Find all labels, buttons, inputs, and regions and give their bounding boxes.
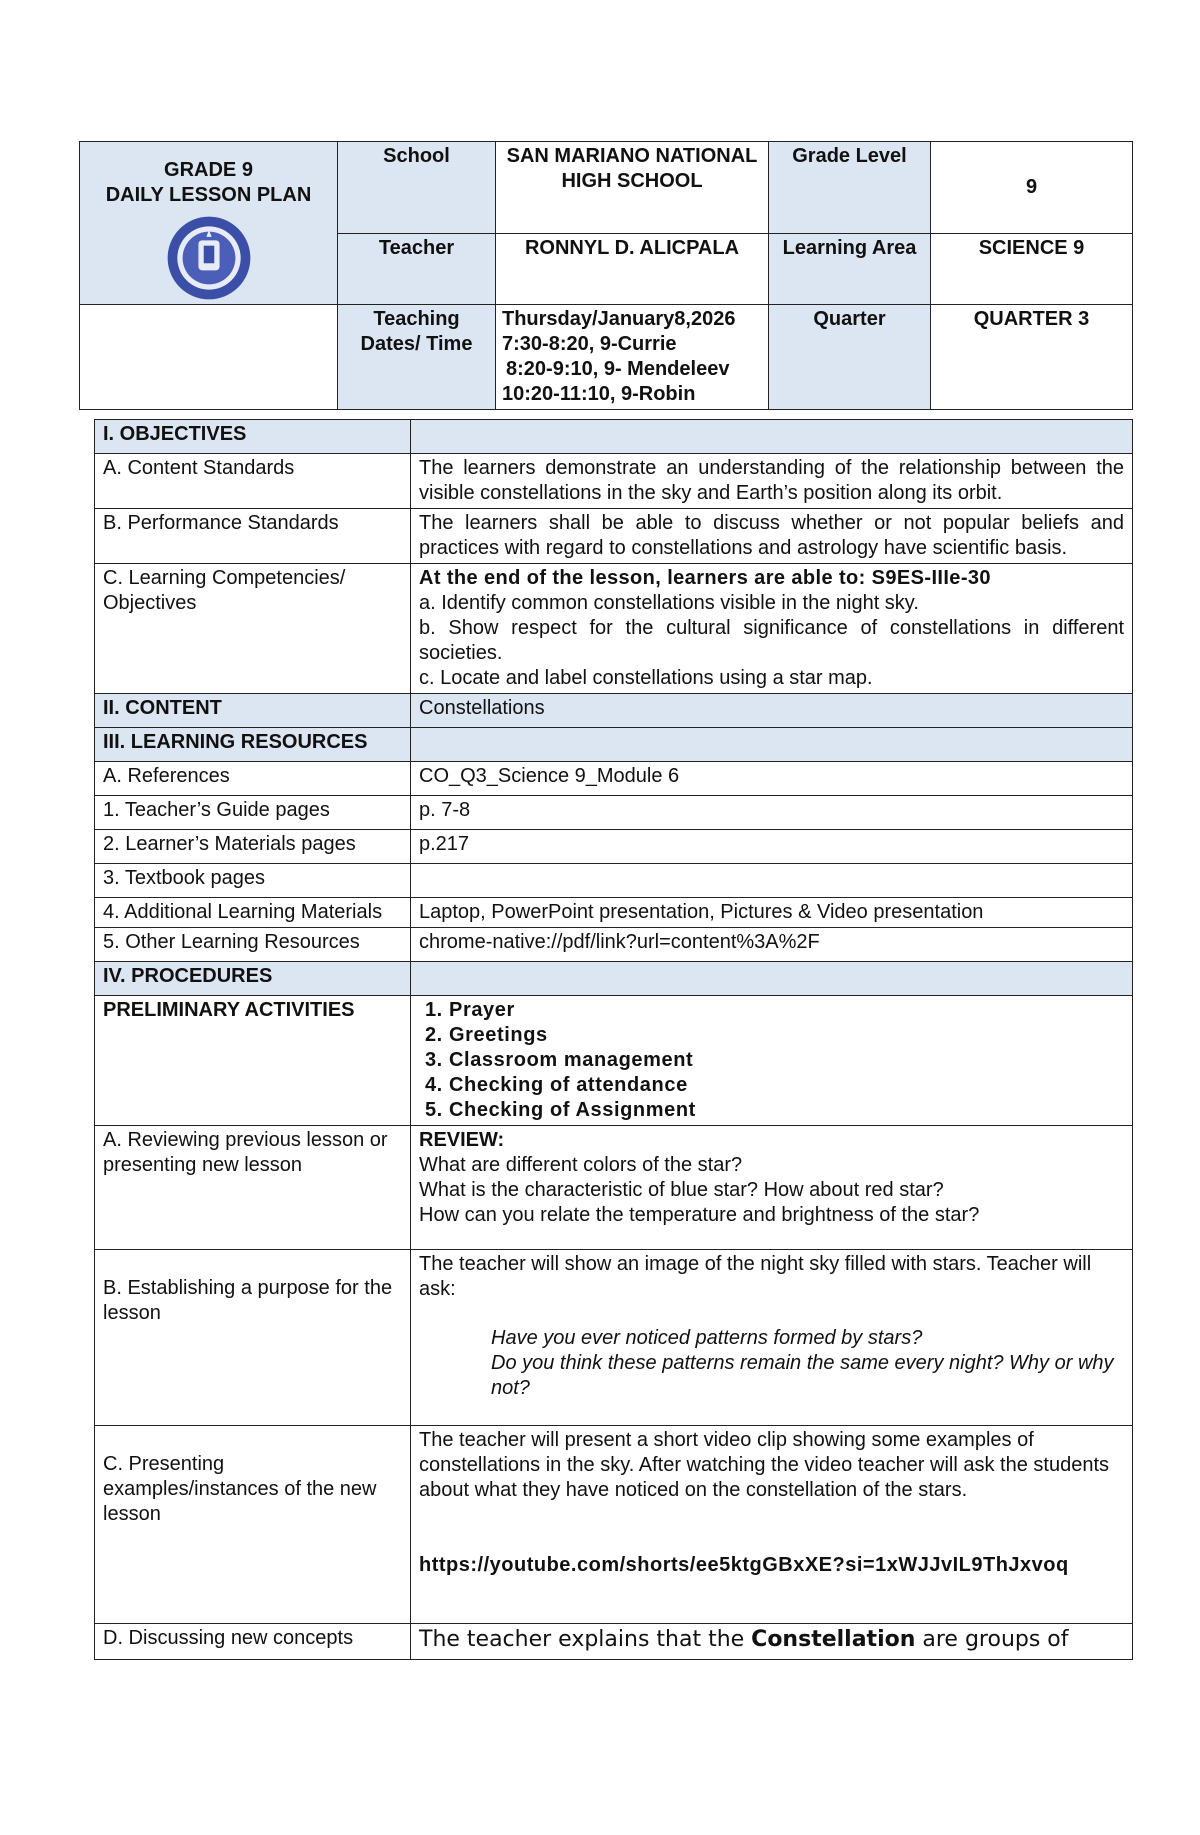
teachers-guide-value: p. 7-8 <box>411 796 1133 830</box>
list-item: 4. Checking of attendance <box>449 1073 1124 1098</box>
additional-materials-value: Laptop, PowerPoint presentation, Pictures & Video presentation <box>411 898 1133 928</box>
discussing-term: Constellation <box>751 1627 916 1652</box>
other-resources-label: 5. Other Learning Resources <box>95 928 411 962</box>
competency-item: b. Show respect for the cultural significance of constellations in different societies. <box>419 617 1124 664</box>
list-item: 1. Prayer <box>449 998 1124 1023</box>
learning-area-label: Learning Area <box>769 233 931 304</box>
review-question: What is the characteristic of blue star? How about red star? <box>419 1179 944 1201</box>
learners-materials-label: 2. Learner’s Materials pages <box>95 830 411 864</box>
textbook-value <box>411 864 1133 898</box>
learning-area-value: SCIENCE 9 <box>931 233 1133 304</box>
teacher-value: RONNYL D. ALICPALA <box>496 233 769 304</box>
purpose-label: B. Establishing a purpose for the lesson <box>95 1250 411 1426</box>
presenting-label: C. Presenting examples/instances of the new lesson <box>95 1426 411 1624</box>
school-label: School <box>338 142 496 234</box>
grade-title: GRADE 9 <box>164 159 253 181</box>
grade-level-value: 9 <box>931 142 1133 234</box>
other-resources-link[interactable]: chrome-native://pdf/link?url=content%3A%2F <box>411 928 1133 962</box>
competencies-heading: At the end of the lesson, learners are able to: S9ES-IIIe-30 <box>419 567 991 589</box>
content-value: Constellations <box>411 694 1133 728</box>
header-empty-cell <box>80 305 338 410</box>
review-question: What are different colors of the star? <box>419 1154 743 1176</box>
competency-item: a. Identify common constellations visible in the night sky. <box>419 592 919 614</box>
review-heading: REVIEW: <box>419 1129 505 1151</box>
textbook-label: 3. Textbook pages <box>95 864 411 898</box>
discussing-text: The teacher explains that the <box>419 1627 752 1652</box>
references-label: A. References <box>95 762 411 796</box>
grade-level-label: Grade Level <box>769 142 931 234</box>
content-standards-value: The learners demonstrate an understanding of the relationship between the visible constellations in the sky and Earth’s position along its orbit. <box>411 454 1133 509</box>
objectives-empty <box>411 420 1133 454</box>
performance-standards-value: The learners shall be able to discuss whether or not popular beliefs and practices with regard to constellations and astrology have scientific basis. <box>411 509 1133 564</box>
dates-label: Teaching Dates/ Time <box>338 305 496 410</box>
competencies-value <box>411 564 1133 694</box>
dates-line: 7:30-8:20, 9-Currie <box>502 333 677 355</box>
dates-value <box>496 305 769 410</box>
procedures-heading: IV. PROCEDURES <box>95 962 411 996</box>
learners-materials-value: p.217 <box>411 830 1133 864</box>
content-heading: II. CONTENT <box>95 694 411 728</box>
quarter-label: Quarter <box>769 305 931 410</box>
objectives-heading: I. OBJECTIVES <box>95 420 411 454</box>
purpose-text: The teacher will show an image of the night sky filled with stars. Teacher will ask: <box>419 1253 1092 1300</box>
competencies-label: C. Learning Competencies/ Objectives <box>95 564 411 694</box>
procedures-empty <box>411 962 1133 996</box>
discussing-value <box>411 1624 1133 1660</box>
plan-title: DAILY LESSON PLAN <box>105 184 312 206</box>
dates-line: 10:20-11:10, 9-Robin <box>502 383 696 405</box>
lesson-plan-table <box>94 419 1133 1660</box>
video-link[interactable]: https://youtube.com/shorts/ee5ktgGBxXE?si=1xWJJvIL9ThJxvoq <box>419 1554 1069 1576</box>
review-question: How can you relate the temperature and brightness of the star? <box>419 1204 980 1226</box>
preliminary-value <box>411 996 1133 1126</box>
presenting-text: The teacher will present a short video clip showing some examples of constellations in the sky. After watching the video teacher will ask the students about what they have noticed on the constellation of the stars. <box>419 1429 1109 1501</box>
dates-line: 8:20-9:10, 9- Mendeleev <box>506 358 730 380</box>
presenting-value <box>411 1426 1133 1624</box>
discussing-text: are groups of <box>915 1627 1069 1652</box>
competency-item: c. Locate and label constellations using a star map. <box>419 667 873 689</box>
resources-empty <box>411 728 1133 762</box>
purpose-question: Have you ever noticed patterns formed by stars? <box>491 1327 923 1349</box>
review-value <box>411 1126 1133 1250</box>
resources-heading: III. LEARNING RESOURCES <box>95 728 411 762</box>
list-item: 3. Classroom management <box>449 1048 1124 1073</box>
references-value: CO_Q3_Science 9_Module 6 <box>411 762 1133 796</box>
school-value: SAN MARIANO NATIONAL HIGH SCHOOL <box>496 142 769 234</box>
discussing-label: D. Discussing new concepts <box>95 1624 411 1660</box>
content-standards-label: A. Content Standards <box>95 454 411 509</box>
additional-materials-label: 4. Additional Learning Materials <box>95 898 411 928</box>
purpose-question: Do you think these patterns remain the same every night? Why or why not? <box>491 1352 1114 1399</box>
preliminary-label: PRELIMINARY ACTIVITIES <box>95 996 411 1126</box>
preliminary-list <box>419 998 1124 1123</box>
deped-seal-icon <box>165 214 253 302</box>
dates-line: Thursday/January8,2026 <box>502 308 736 330</box>
quarter-value: QUARTER 3 <box>931 305 1133 410</box>
teachers-guide-label: 1. Teacher’s Guide pages <box>95 796 411 830</box>
purpose-value <box>411 1250 1133 1426</box>
teacher-label: Teacher <box>338 233 496 304</box>
list-item: 2. Greetings <box>449 1023 1124 1048</box>
plan-title-cell <box>80 142 338 305</box>
header-table <box>79 141 1133 410</box>
list-item: 5. Checking of Assignment <box>449 1098 1124 1123</box>
review-label: A. Reviewing previous lesson or presenting new lesson <box>95 1126 411 1250</box>
performance-standards-label: B. Performance Standards <box>95 509 411 564</box>
